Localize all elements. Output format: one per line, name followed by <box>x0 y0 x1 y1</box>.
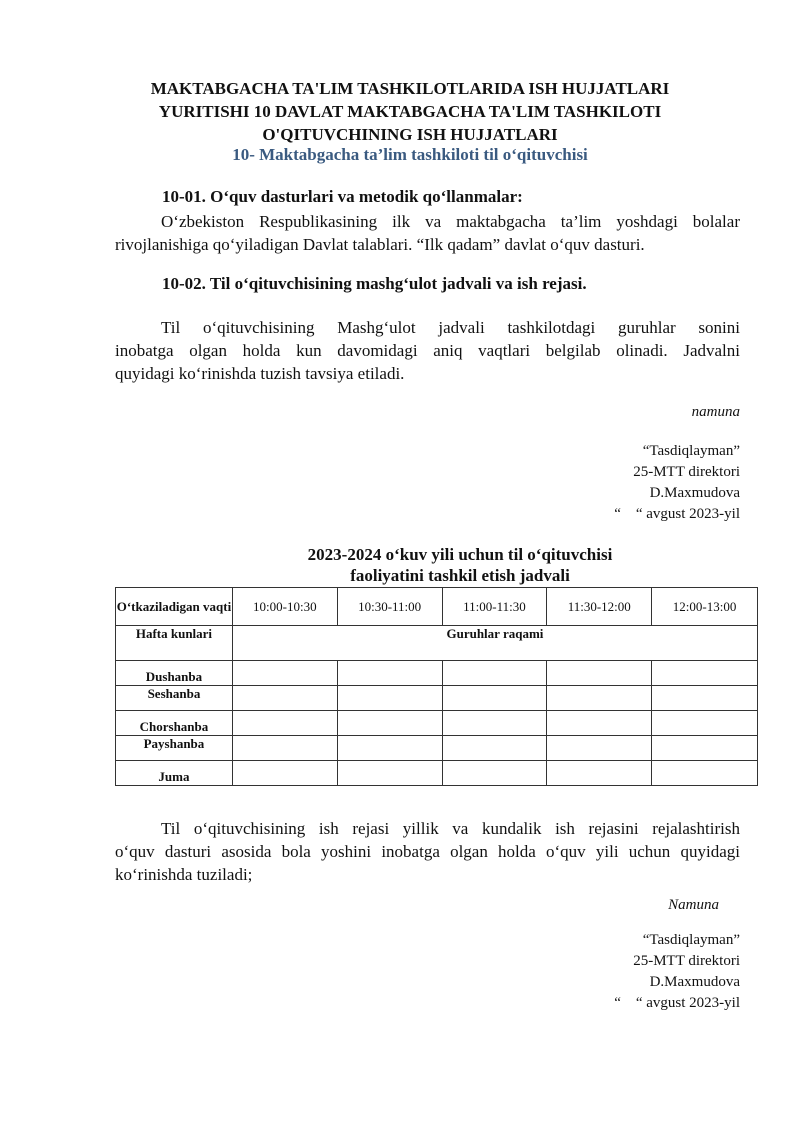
table-cell <box>547 686 652 711</box>
approval-2-date: “ “ avgust 2023-yil <box>614 995 740 1011</box>
approval-block-2 <box>614 930 740 1014</box>
title-line-2: YURITISHI 10 DAVLAT MAKTABGACHA TA'LIM TASHKILOTI <box>158 102 662 121</box>
table-cell <box>652 761 758 786</box>
section-2-line-1: Til o‘qituvchisining Mashg‘ulot jadvali tashkilotdagi guruhlar sonini <box>161 318 740 337</box>
corner-label: O‘tkaziladigan vaqti <box>116 588 233 626</box>
table-cell <box>337 736 442 761</box>
document-subtitle: 10- Maktabgacha ta’lim tashkiloti til o‘qituvchisi <box>232 145 588 164</box>
approval-2-approve: “Tasdiqlayman” <box>642 932 740 948</box>
time-slot: 10:00-10:30 <box>232 588 337 626</box>
table-cell <box>232 736 337 761</box>
approval-1-approve: “Tasdiqlayman” <box>642 443 740 459</box>
section-1-heading: 10-01. O‘quv dasturlari va metodik qo‘llanmalar: <box>162 187 523 206</box>
section-3-line-3: ko‘rinishda tuziladi; <box>115 865 253 884</box>
sample-label-2: Namuna <box>668 897 719 913</box>
table-subheader-row <box>116 626 758 661</box>
section-1-line-1: O‘zbekiston Respublikasining ilk va maktabgacha ta’lim yoshdagi bolalar <box>161 212 740 231</box>
table-row <box>116 661 758 686</box>
table-cell <box>232 711 337 736</box>
table-cell <box>232 686 337 711</box>
table-cell <box>547 736 652 761</box>
table-cell <box>547 661 652 686</box>
table-cell <box>547 711 652 736</box>
table-cell <box>652 711 758 736</box>
groups-label: Guruhlar raqami <box>232 626 757 661</box>
table-cell <box>442 711 547 736</box>
day-cell: Dushanba <box>116 661 233 686</box>
section-1-paragraph <box>115 210 740 256</box>
table-cell <box>547 761 652 786</box>
section-2-line-3: quyidagi ko‘rinishda tuzish tavsiya etiladi. <box>115 364 405 383</box>
table-cell <box>652 686 758 711</box>
day-cell: Seshanba <box>116 686 233 711</box>
table-caption-line-1: 2023-2024 o‘kuv yili uchun til o‘qituvchisi <box>307 545 613 564</box>
table-cell <box>337 686 442 711</box>
section-3-line-2: o‘quv dasturi asosida bola yoshini inobatga olgan holda o‘quv yili uchun quyidagi <box>115 842 740 861</box>
section-2-heading: 10-02. Til o‘qituvchisining mashg‘ulot jadvali va ish rejasi. <box>162 274 587 293</box>
approval-1-position: 25-MTT direktori <box>633 464 740 480</box>
day-cell: Chorshanba <box>116 711 233 736</box>
section-2-line-2: inobatga olgan holda kun davomidagi aniq vaqtlari belgilab olinadi. Jadvalni <box>115 341 740 360</box>
table-row <box>116 711 758 736</box>
section-3-paragraph <box>115 817 740 886</box>
table-cell <box>652 736 758 761</box>
table-cell <box>232 761 337 786</box>
table-header-row <box>116 588 758 626</box>
title-line-1: MAKTABGACHA TA'LIM TASHKILOTLARIDA ISH HUJJATLARI <box>150 79 670 98</box>
section-1-line-2: rivojlanishiga qo‘yiladigan Davlat talablari. “Ilk qadam” davlat o‘quv dasturi. <box>115 235 645 254</box>
schedule-table <box>115 587 758 786</box>
day-cell: Payshanba <box>116 736 233 761</box>
approval-2-position: 25-MTT direktori <box>633 953 740 969</box>
table-cell <box>652 661 758 686</box>
table-cell <box>232 661 337 686</box>
section-2-paragraph <box>115 316 740 385</box>
table-row <box>116 761 758 786</box>
time-slot: 11:00-11:30 <box>442 588 547 626</box>
approval-1-name: D.Maxmudova <box>649 485 740 501</box>
approval-2-name: D.Maxmudova <box>649 974 740 990</box>
time-slot: 10:30-11:00 <box>337 588 442 626</box>
section-3-line-1: Til o‘qituvchisining ish rejasi yillik va kundalik ish rejasini rejalashtirish <box>161 819 740 838</box>
time-slot: 12:00-13:00 <box>652 588 758 626</box>
title-line-3: O'QITUVCHINING ISH HUJJATLARI <box>262 125 558 144</box>
table-cell <box>337 661 442 686</box>
table-caption-line-2: faoliyatini tashkil etish jadvali <box>350 566 570 585</box>
table-caption <box>200 544 720 586</box>
table-cell <box>442 686 547 711</box>
table-row <box>116 736 758 761</box>
day-cell: Juma <box>116 761 233 786</box>
approval-1-date: “ “ avgust 2023-yil <box>614 506 740 522</box>
table-cell <box>442 661 547 686</box>
time-slot: 11:30-12:00 <box>547 588 652 626</box>
table-cell <box>442 736 547 761</box>
approval-block-1 <box>614 441 740 525</box>
sample-label-1: namuna <box>691 404 740 420</box>
table-cell <box>442 761 547 786</box>
table-row <box>116 686 758 711</box>
table-cell <box>337 761 442 786</box>
days-label: Hafta kunlari <box>116 626 233 661</box>
document-title <box>100 77 720 146</box>
table-cell <box>337 711 442 736</box>
